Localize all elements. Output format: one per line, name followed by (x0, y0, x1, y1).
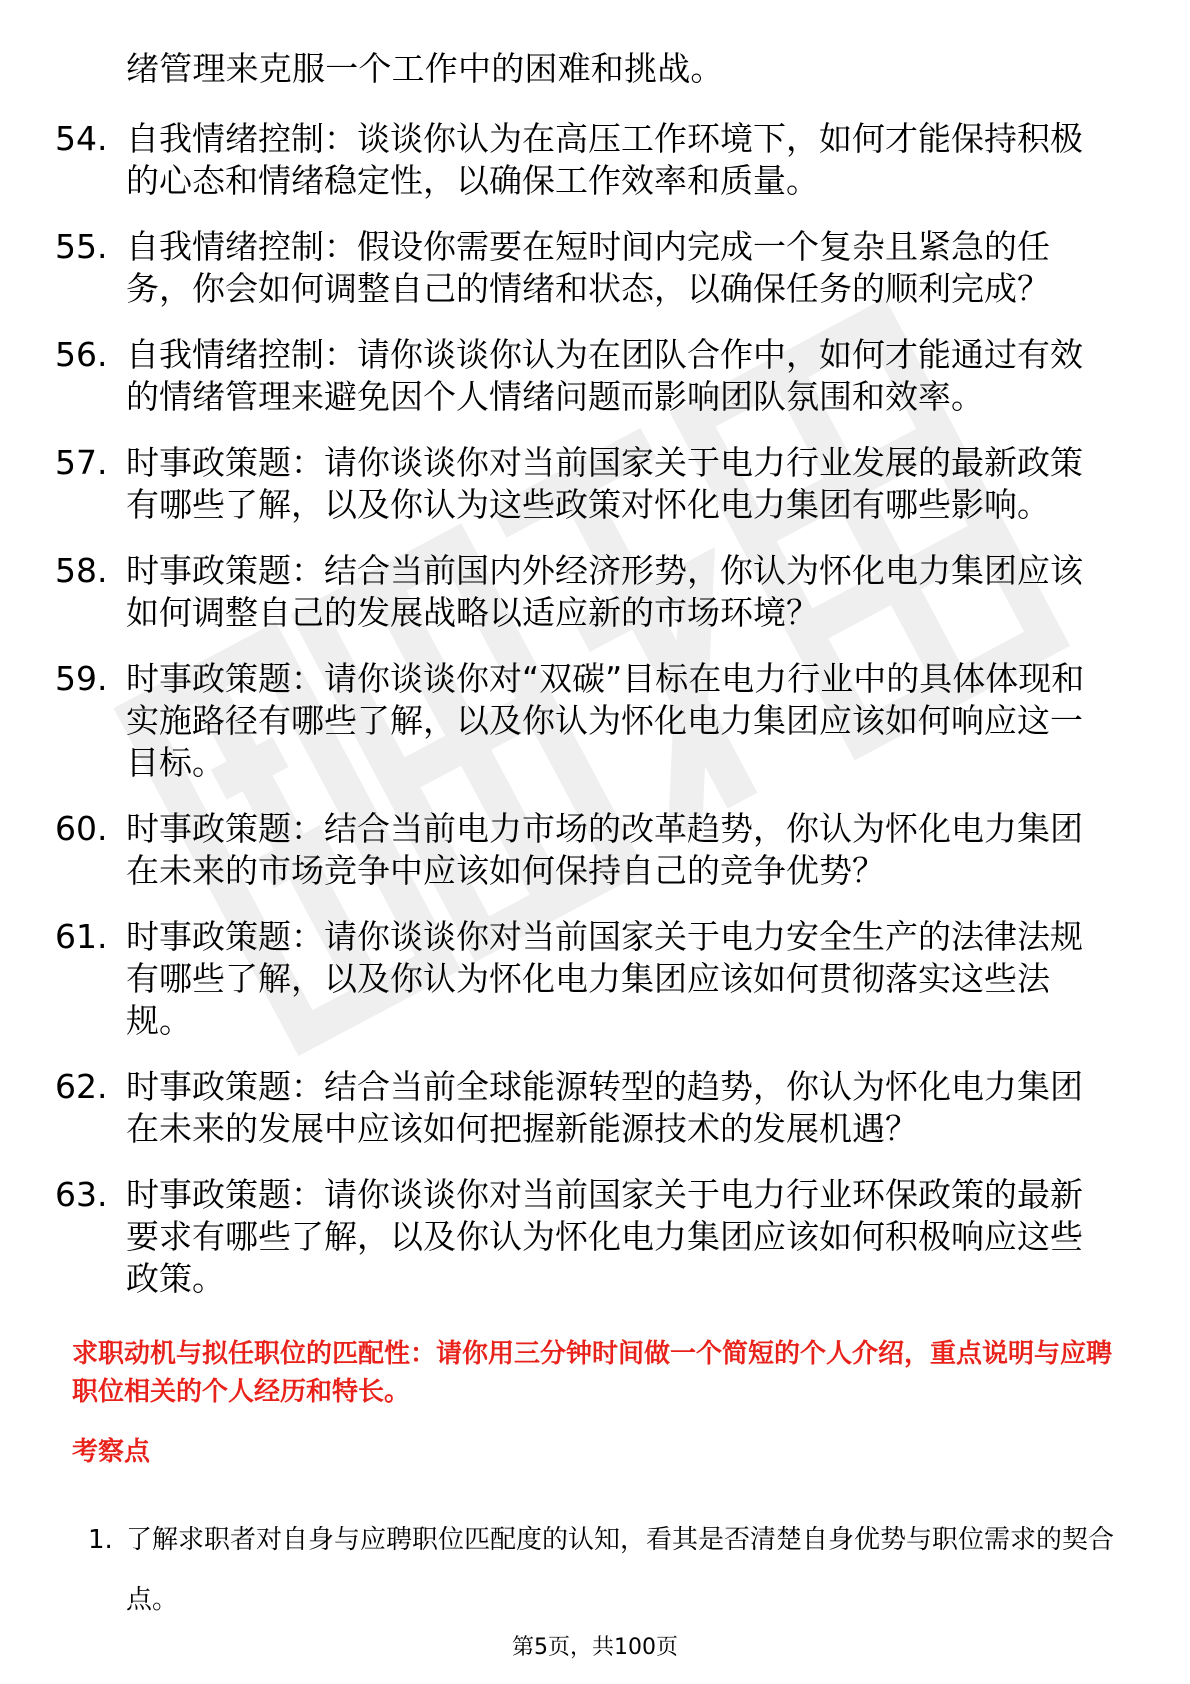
question-item (55, 442, 1115, 526)
page-footer: 第5页，共100页 (512, 1635, 678, 1660)
question-number: 58. (55, 551, 108, 590)
question-number: 60. (55, 809, 108, 848)
assessment-points-list (88, 1510, 1118, 1630)
question-text: 时事政策题：请你谈谈你对当前国家关于电力行业发展的最新政策有哪些了解，以及你认为这些政策对怀化电力集团有哪些影响。 (126, 443, 1083, 524)
question-number: 54. (55, 119, 108, 158)
question-number: 59. (55, 659, 108, 698)
question-item (55, 1174, 1115, 1300)
question-text: 时事政策题：结合当前电力市场的改革趋势，你认为怀化电力集团在未来的市场竞争中应该如何保持自己的竞争优势？ (126, 809, 1083, 890)
question-item (55, 118, 1115, 202)
question-text: 时事政策题：结合当前全球能源转型的趋势，你认为怀化电力集团在未来的发展中应该如何把握新能源技术的发展机遇？ (126, 1067, 1083, 1148)
question-text: 自我情绪控制：请你谈谈你认为在团队合作中，如何才能通过有效的情绪管理来避免因个人情绪问题而影响团队氛围和效率。 (126, 335, 1083, 416)
question-item (55, 550, 1115, 634)
question-number: 57. (55, 443, 108, 482)
question-text: 时事政策题：请你谈谈你对“双碳”目标在电力行业中的具体体现和实施路径有哪些了解，以及你认为怀化电力集团应该如何响应这一目标。 (126, 659, 1085, 782)
question-item (55, 334, 1115, 418)
question-item (55, 916, 1115, 1042)
motive-question-heading: 求职动机与拟任职位的匹配性：请你用三分钟时间做一个简短的个人介绍，重点说明与应聘职位相关的个人经历和特长。 (72, 1339, 1113, 1407)
question-number: 55. (55, 227, 108, 266)
assessment-point-item (88, 1510, 1118, 1630)
question-number: 63. (55, 1175, 108, 1214)
question-list (55, 118, 1115, 1324)
question-text: 时事政策题：结合当前国内外经济形势，你认为怀化电力集团应该如何调整自己的发展战略以适应新的市场环境？ (126, 551, 1083, 632)
question-item (55, 1066, 1115, 1150)
assessment-point-number: 1. (88, 1525, 113, 1555)
assessment-points-label: 考察点 (72, 1437, 151, 1467)
question-number: 61. (55, 917, 108, 956)
question-text: 时事政策题：请你谈谈你对当前国家关于电力安全生产的法律法规有哪些了解，以及你认为怀化电力集团应该如何贯彻落实这些法规。 (126, 917, 1083, 1040)
question-item (55, 226, 1115, 310)
question-item (55, 658, 1115, 784)
question-text: 时事政策题：请你谈谈你对当前国家关于电力行业环保政策的最新要求有哪些了解，以及你认为怀化电力集团应该如何积极响应这些政策。 (126, 1175, 1083, 1298)
question-continuation-text: 绪管理来克服一个工作中的困难和挑战。 (126, 49, 724, 88)
question-text: 自我情绪控制：假设你需要在短时间内完成一个复杂且紧急的任务，你会如何调整自己的情绪和状态，以确保任务的顺利完成？ (126, 227, 1050, 308)
question-number: 62. (55, 1067, 108, 1106)
question-text: 自我情绪控制：谈谈你认为在高压工作环境下，如何才能保持积极的心态和情绪稳定性，以确保工作效率和质量。 (126, 119, 1083, 200)
question-item (55, 808, 1115, 892)
assessment-point-text: 了解求职者对自身与应聘职位匹配度的认知，看其是否清楚自身优势与职位需求的契合点。 (126, 1525, 1115, 1615)
question-number: 56. (55, 335, 108, 374)
